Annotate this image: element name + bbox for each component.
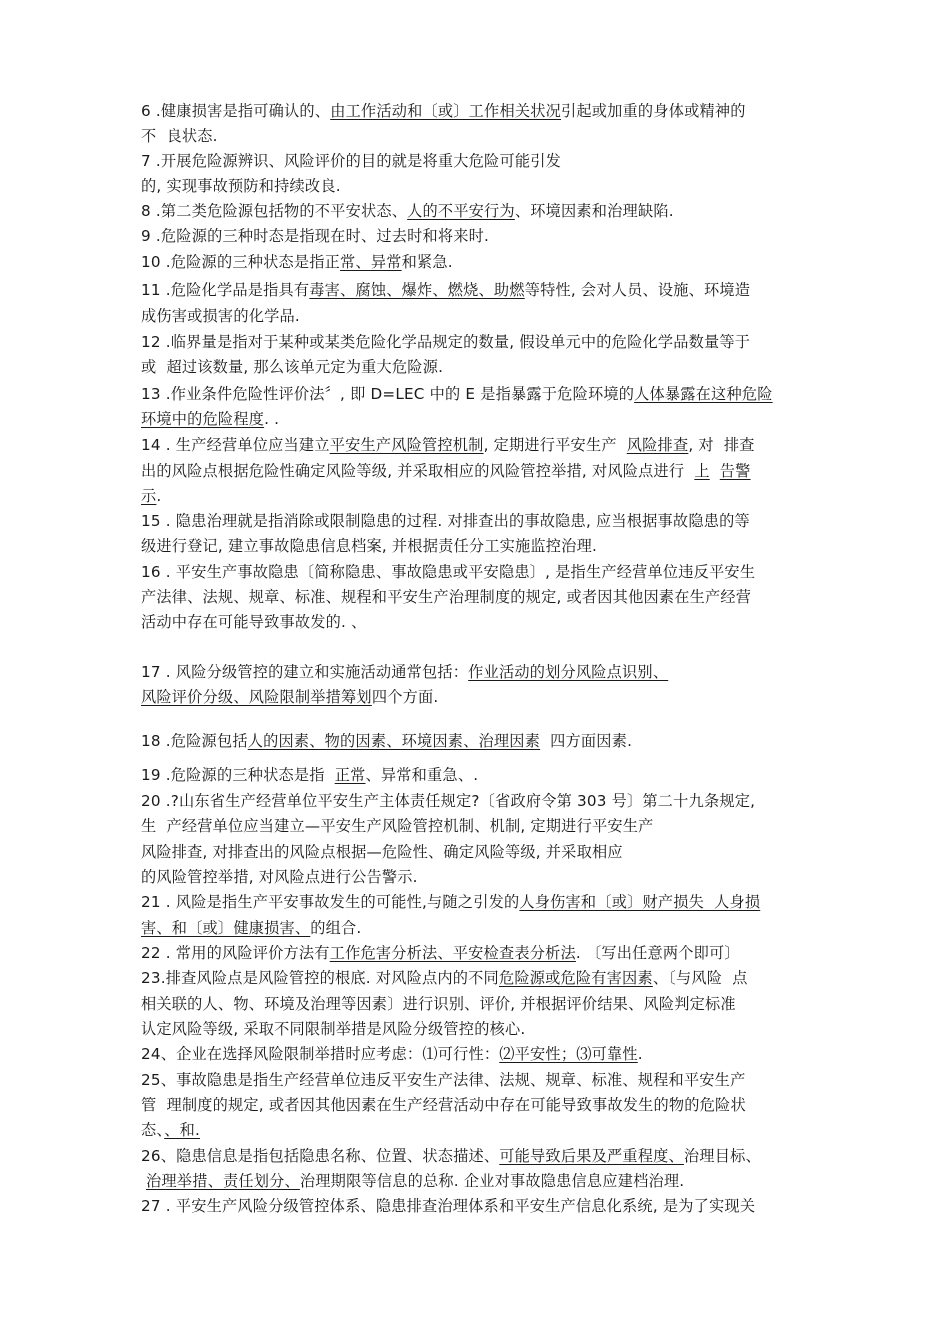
underlined-answer: 害、和〔或〕健康损害、: [141, 919, 311, 937]
text-line-40: [141, 1145, 831, 1167]
text-segment: 管 理制度的规定, 或者因其他因素在生产经营活动中存在可能导致事故发生的物的危险状: [141, 1096, 746, 1114]
text-segment: .: [156, 487, 162, 505]
underlined-answer: 风险评价分级、风险限制举措筹划: [141, 688, 372, 706]
underlined-answer: 环境中的危险程度: [141, 410, 265, 428]
text-segment: 态、: [141, 1121, 165, 1139]
text-line-31: [141, 917, 831, 939]
text-line-37: [141, 1069, 831, 1091]
text-line-27: [141, 815, 831, 837]
text-line-9: [141, 305, 831, 327]
text-line-26: [141, 790, 831, 812]
underlined-answer: 告警: [719, 462, 751, 480]
text-segment: 活动中存在可能导致事故发的. 、: [141, 613, 367, 631]
text-segment: 10 .危险源的三种状态是指正: [141, 253, 341, 271]
text-segment: 23.排查风险点是风险管控的根底. 对风险点内的不同: [141, 969, 499, 987]
text-line-8: [141, 279, 831, 301]
text-segment: 24、企业在选择风险限制举措时应考虑：⑴可行性：: [141, 1045, 500, 1063]
text-line-25: [141, 764, 831, 786]
text-segment: .: [637, 1045, 643, 1063]
underlined-answer: 风险排查: [626, 436, 689, 454]
text-line-17: [141, 510, 831, 532]
text-line-19: [141, 561, 831, 583]
text-segment: 26、隐患信息是指包括隐患名称、位置、状态描述、: [141, 1147, 500, 1165]
text-segment: 四个方面.: [371, 688, 439, 706]
text-line-32: [141, 942, 831, 964]
text-segment: 成伤害或损害的化学品.: [141, 307, 300, 325]
text-segment: 或 超过该数量, 那么该单元定为重大危险源.: [141, 358, 444, 376]
text-line-10: [141, 331, 831, 353]
underlined-answer: 常、异常: [340, 253, 402, 271]
text-line-35: [141, 1018, 831, 1040]
text-segment: 四方面因素.: [540, 732, 633, 750]
text-line-1: [141, 100, 831, 122]
text-segment: . 〔写出任意两个即可〕: [575, 944, 740, 962]
text-line-22: [141, 661, 831, 683]
text-line-30: [141, 891, 831, 913]
text-segment: 、环境因素和治理缺陷.: [514, 202, 674, 220]
text-segment: 22 . 常用的风险评价方法有: [141, 944, 330, 962]
text-line-2: [141, 125, 831, 147]
underlined-answer: 人身伤害和〔或〕财产损失 人身损: [519, 893, 761, 911]
text-segment: 7 .开展危险源辨识、风险评价的目的就是将重大危险可能引发: [141, 152, 561, 170]
text-line-41: [141, 1170, 831, 1192]
underlined-answer: 上: [694, 462, 710, 480]
text-line-24: [141, 730, 831, 752]
underlined-answer: 人的因素、物的因素、环境因素、治理因素: [247, 732, 541, 750]
text-line-5: [141, 200, 831, 222]
text-segment: 、异常和重急、.: [365, 766, 479, 784]
underlined-answer: 人体暴露在这种危险: [634, 385, 773, 403]
text-segment: 27 . 平安生产风险分级管控体系、隐患排查治理体系和平安生产信息化系统, 是为了实现关: [141, 1197, 756, 1215]
text-line-20: [141, 586, 831, 608]
underlined-answer: 正常: [334, 766, 366, 784]
text-segment: 6 .健康损害是指可确认的、: [141, 102, 331, 120]
text-segment: 等特性, 会对人员、设施、环境造: [524, 281, 751, 299]
text-segment: 25、事故隐患是指生产经营单位违反平安生产法律、法规、规章、标准、规程和平安生产: [141, 1071, 746, 1089]
text-segment: 21 . 风险是指生产平安事故发生的可能性,与随之引发的: [141, 893, 520, 911]
underlined-answer: 人的不平安行为: [407, 202, 515, 220]
text-line-6: [141, 225, 831, 247]
text-line-7: [141, 251, 831, 273]
text-line-21: [141, 611, 831, 633]
text-line-4: [141, 175, 831, 197]
underlined-answer: 治理举措、责任划分、: [146, 1172, 300, 1190]
underlined-answer: 危险源或危险有害因素: [498, 969, 653, 987]
text-segment: , 对 排查: [688, 436, 755, 454]
text-line-29: [141, 866, 831, 888]
text-segment: 9 .危险源的三种时态是指现在时、过去时和将来时.: [141, 227, 490, 245]
text-segment: 治理目标、: [683, 1147, 761, 1165]
text-segment: 认定风险等级, 采取不同限制举措是风险分级管控的核心.: [141, 1020, 526, 1038]
underlined-answer: 由工作活动和〔或〕工作相关状况: [330, 102, 561, 120]
text-segment: 14 . 生产经营单位应当建立: [141, 436, 330, 454]
text-segment: 、〔与风险 点: [652, 969, 748, 987]
text-segment: 12 .临界量是指对于某种或某类危险化学品规定的数量, 假设单元中的危险化学品数量等于: [141, 333, 751, 351]
text-segment: 的组合.: [310, 919, 362, 937]
text-line-34: [141, 993, 831, 1015]
underlined-answer: 作业活动的划分风险点识别、: [468, 663, 669, 681]
text-line-33: [141, 967, 831, 989]
text-segment: 产法律、法规、规章、标准、规程和平安生产治理制度的规定, 或者因其他因素在生产经营: [141, 588, 752, 606]
text-segment: 的, 实现事故预防和持续改良.: [141, 177, 341, 195]
underlined-answer: 平安生产风险管控机制: [329, 436, 484, 454]
text-line-36: [141, 1043, 831, 1065]
text-segment: [710, 462, 720, 480]
text-segment: 17 . 风险分级管控的建立和实施活动通常包括：: [141, 663, 469, 681]
text-line-14: [141, 434, 831, 456]
underlined-answer: 可能导致后果及严重程度、: [499, 1147, 684, 1165]
text-segment: , 定期进行平安生产: [483, 436, 627, 454]
text-segment: 出的风险点根据危险性确定风险等级, 并采取相应的风险管控举措, 对风险点进行: [141, 462, 695, 480]
text-segment: 15 . 隐患治理就是指消除或限制隐患的过程. 对排查出的事故隐患, 应当根据事故隐患的等: [141, 512, 750, 530]
underlined-answer: 工作危害分析法、平安检查表分析法: [329, 944, 576, 962]
text-segment: 引起或加重的身体或精神的: [561, 102, 746, 120]
text-line-3: [141, 150, 831, 172]
text-segment: 18 .危险源包括: [141, 732, 248, 750]
underlined-answer: 毒害、腐蚀、爆炸、燃烧、助燃: [309, 281, 525, 299]
text-line-39: [141, 1119, 831, 1141]
text-segment: 不 良状态.: [141, 127, 218, 145]
text-line-11: [141, 356, 831, 378]
text-segment: 8 .第二类危险源包括物的不平安状态、: [141, 202, 408, 220]
text-line-12: [141, 383, 831, 405]
text-segment: 和紧急.: [401, 253, 453, 271]
text-segment: 相关联的人、物、环境及治理等因素〕进行识别、评价, 并根据评价结果、风险判定标准: [141, 995, 736, 1013]
text-segment: 治理期限等信息的总称. 企业对事故隐患信息应建档治理.: [299, 1172, 685, 1190]
text-line-28: [141, 841, 831, 863]
text-line-15: [141, 460, 831, 482]
text-segment: . .: [264, 410, 280, 428]
text-segment: 的风险管控举措, 对风险点进行公告警示.: [141, 868, 418, 886]
text-segment: 19 .危险源的三种状态是指: [141, 766, 335, 784]
text-line-38: [141, 1094, 831, 1116]
text-line-23: [141, 686, 831, 708]
text-segment: 20 .?山东省生产经营单位平安生产主体责任规定?〔省政府令第 303 号〕第二十九条规定,: [141, 792, 756, 810]
text-line-18: [141, 535, 831, 557]
text-segment: 13 .作业条件危险性评价法〞, 即 D=LEC 中的 E 是指暴露于危险环境的: [141, 385, 635, 403]
underlined-answer: 示: [141, 487, 157, 505]
text-segment: 生 产经营单位应当建立—平安生产风险管控机制、机制, 定期进行平安生产: [141, 817, 654, 835]
text-line-16: [141, 485, 831, 507]
text-segment: 16 . 平安生产事故隐患〔简称隐患、事故隐患或平安隐患〕, 是指生产经营单位违反平安生: [141, 563, 756, 581]
text-line-13: [141, 408, 831, 430]
text-segment: 级进行登记, 建立事故隐患信息档案, 并根据责任分工实施监控治理.: [141, 537, 597, 555]
underlined-answer: 、和.: [164, 1121, 200, 1139]
underlined-answer: ⑵平安性；⑶可靠性: [499, 1045, 638, 1063]
text-segment: 风险排查, 对排查出的风险点根据—危险性、确定风险等级, 并采取相应: [141, 843, 623, 861]
text-segment: 11 .危险化学品是指具有: [141, 281, 310, 299]
text-line-42: [141, 1195, 831, 1217]
